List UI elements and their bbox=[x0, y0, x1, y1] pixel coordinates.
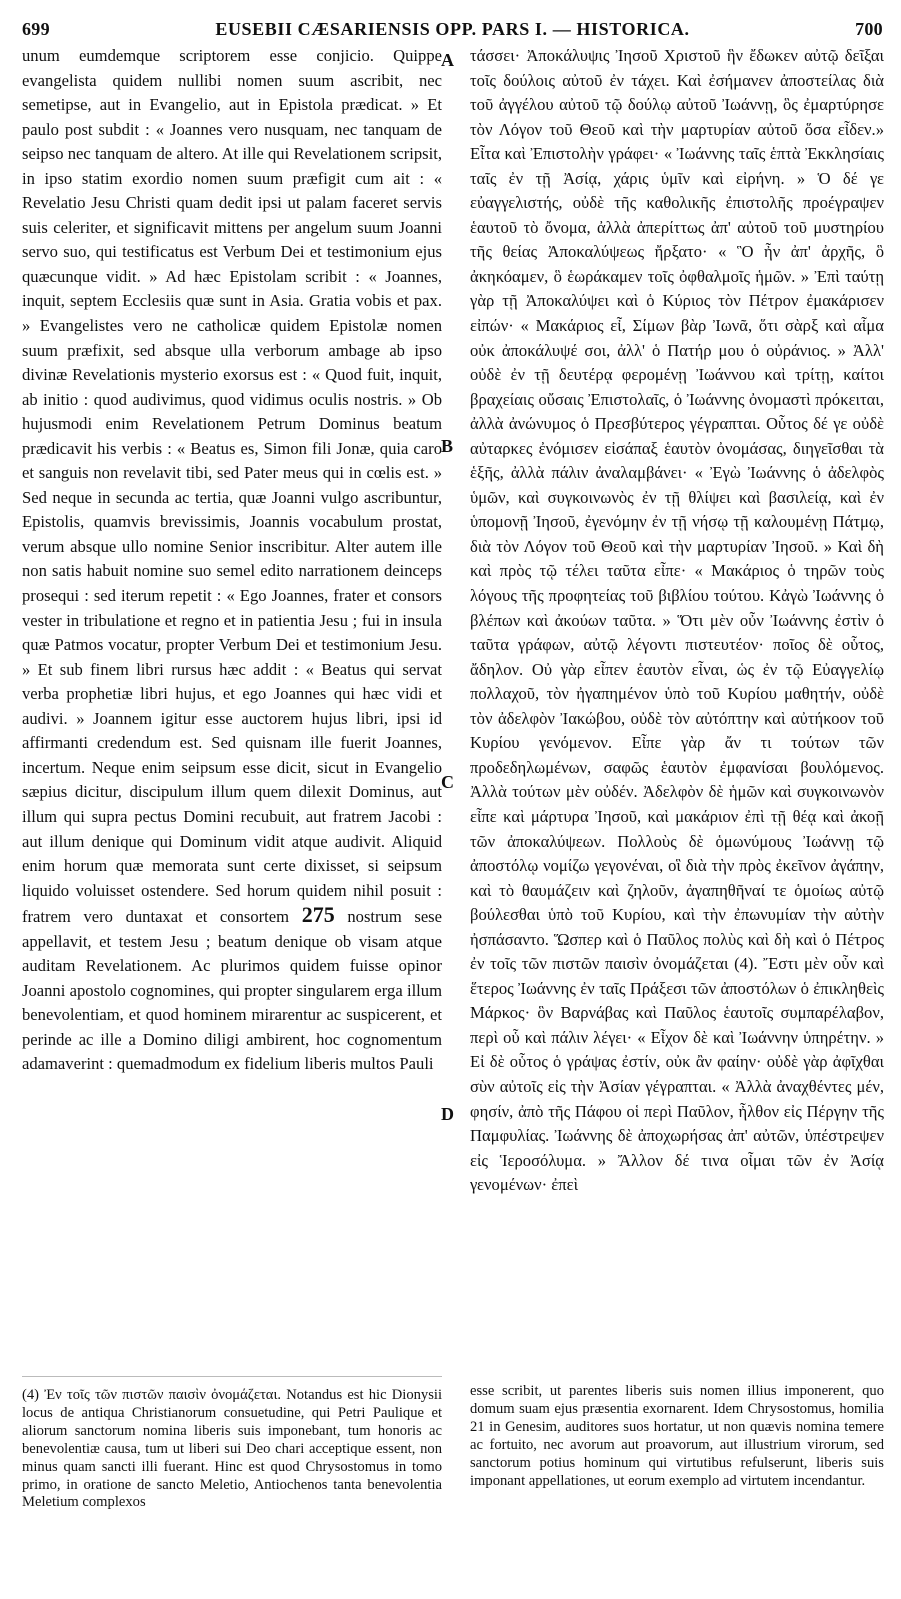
page-number-left: 699 bbox=[22, 19, 50, 39]
latin-paragraph bbox=[22, 44, 442, 1077]
section-marker-a: A bbox=[441, 50, 454, 70]
footnote: (4) Ἐν τοῖς τῶν πιστῶν παισὶν ὀνομάζεται. Notandus est hic Dionysii locus de antiqua Christianorum consuetudine, qui Petri Paulique et aliorum sanctorum nomina liberis suis imponebant, tum honoris ac benevolentiæ causa, tum ut liberi sui Deo chari acceptique essent, non minus quam sancti illi fuerant. Hinc est quod Chrysostomus in tomo primo, in oratione de sancto Meletio, Antiochenos tanta benevolentia Meletium complexos bbox=[22, 1387, 442, 1511]
running-header bbox=[22, 14, 883, 40]
footnote-rule bbox=[22, 1376, 442, 1377]
column-number: 275 bbox=[301, 902, 335, 928]
running-title: EUSEBII CÆSARIENSIS OPP. PARS I. — HISTORICA. bbox=[215, 19, 690, 39]
section-marker-c: C bbox=[441, 772, 454, 792]
latin-text: unum eumdemque scriptorem esse conjicio. Quippe evangelista quidem nullibi nomen suum ascribit, nec semetipse, aut in Evangelio, aut in Epistola prædicat. » Et paulo post subdit : « Joannes vero nusquam, nec tanquam de seipso nec tanquam de altero. At ille qui Revelationem scripsit, in ipso statim exordio nomen suum præfigit cum ait : « Revelatio Jesu Christi quam dedit ipsi ut palam faceret servis suis celeriter, et significavit mittens per angelum suum Joanni servo suo, qui testificatus est Verbum Dei et testimonium ejus quæcunque vidit. » Ad hæc Epistolam scribit : « Joannes, inquit, septem Ecclesiis quæ sunt in Asia. Gratia vobis et pax. » Evangelistes vero ne catholicæ quidem Epistolæ nomen suum præfixit, sed absque ulla verborum ambage ab ipso divinæ Revelationis mysterio exorsus est : « Quod fuit, inquit, ab initio : quod audivimus, quod vidimus oculis nostris. » Ob hujusmodi enim Revelationem Petrum Dominus beatum prædicavit his verbis : « Beatus es, Simon fili Jonæ, quia caro et sanguis non revelavit tibi, sed Pater meus qui in cœlis est. » Sed neque in secunda ac tertia, quæ Joanni vulgo ascribuntur, Epistolis, quamvis brevissimis, Joannis vocabulum prostat, verum absque ullo nomine Senior inscribitur. Alter autem ille non satis habuit nomine suo semel edito narrationem deinceps prosequi : sed iterum repetit : « Ego Joannes, frater et consors vester in tribulatione et regno et in patientia Jesu ; fui in insula quæ Patmos vocatur, propter Verbum Dei et testimonium Jesu. » Et sub finem libri rursus hæc addit : « Beatus qui servat verba prophetiæ libri hujus, et ego Joannes qui hæc vidi et audivi. » Joannem igitur esse auctorem hujus libri, ipsi id affirmanti credendum est. Sed quisnam ille fuerit Joannes, incertum. Neque enim seipsum esse dicit, sicut in Evangelio sæpius dicitur, discipulum illum quem dilexit Dominus, aut illum qui supra pectus Domini recubuit, aut fratrem Jacobi : aut illum denique qui Dominum vidit atque audivit. Aliquid enim horum quæ memorata sunt certe dixisset, si seipsum liquido voluisset ostendere. Sed horum quidem nihil posuit : fratrem vero duntaxat et consortem bbox=[22, 46, 442, 927]
greek-column bbox=[470, 44, 884, 1198]
footnote-continuation: esse scribit, ut parentes liberis suis nomen illius imponerent, quo domum suam ejus præsentia exornarent. Idem Chrysostomus, homilia 21 in Genesim, auditores suos hortatur, ut non quævis nomina temere ac fortuito, nec avorum aut proavorum, aut illustrium virorum, sed sanctorum potius hominum qui virtutibus refulserunt, liberis suis imponant appellationes, ut eorum exemplo ad virtutem incendantur. bbox=[470, 1383, 884, 1489]
latin-text-continued: nostrum sese appellavit, et testem Jesu ; beatum denique ob visam atque auditam Revelationem. Ac plurimos quidem fuisse opinor Joanni apostolo cognomines, qui propter singularem erga illum benevolentiam, et quod hominem mirarentur ac suspicerent, et perinde ac ille a Domino diligi ambirent, hoc cognomentum adamaverint : quemadmodum ex fidelium liberis multos Pauli bbox=[22, 907, 443, 1074]
page-number-right: 700 bbox=[855, 19, 883, 39]
section-marker-b: B bbox=[441, 436, 454, 456]
section-marker-d: D bbox=[441, 1104, 454, 1124]
latin-column bbox=[22, 44, 442, 1077]
greek-paragraph: τάσσει· Ἀποκάλυψις Ἰησοῦ Χριστοῦ ἣν ἔδωκεν αὐτῷ δεῖξαι τοῖς δούλοις αὐτοῦ ἐν τάχει. Καὶ ἐσήμανεν ἀποστείλας διὰ τοῦ ἀγγέλου αὐτοῦ τῷ δούλῳ αὐτοῦ Ἰωάννῃ, ὃς ἐμαρτύρησε τὸν Λόγον τοῦ Θεοῦ καὶ τὴν μαρτυρίαν αὐτοῦ ὅσα εἶδεν.» Εἶτα καὶ Ἐπιστολὴν γράφει· « Ἰωάννης ταῖς ἑπτὰ Ἐκκλησίαις ταῖς ἐν τῇ Ἀσίᾳ, χάρις ὑμῖν καὶ εἰρήνη. » Ὁ δέ γε εὐαγγελιστής, οὐδὲ τῆς καθολικῆς ἐπιστολῆς προέγραψεν ἑαυτοῦ τὸ ὄνομα, ἀλλὰ ἀπερίττως ἀπ' αὐτοῦ τοῦ μυστηρίου τῆς θείας Ἀποκαλύψεως ἤρξατο· « Ὃ ἦν ἀπ' ἀρχῆς, ὃ ἀκηκόαμεν, ὃ ἑωράκαμεν τοῖς ὀφθαλμοῖς ἡμῶν. » Ἐπὶ ταύτῃ γὰρ τῇ Ἀποκαλύψει καὶ ὁ Κύριος τὸν Πέτρον ἐμακάρισεν εἰπών· « Μακάριος εἶ, Σίμων βὰρ Ἰωνᾶ, ὅτι σὰρξ καὶ αἷμα οὐκ ἀποκάλυψέ σοι, ἀλλ' ὁ Πατήρ μου ὁ οὐράνιος. » Ἀλλ' οὐδὲ ἐν τῇ δευτέρᾳ φερομένῃ Ἰωάννου καὶ τρίτῃ, καίτοι βραχείαις οὔσαις Ἐπιστολαῖς, ὁ Ἰωάννης ὀνομαστὶ πρόκειται, ἀλλὰ ἀνώνυμος ὁ Πρεσβύτερος γέγραπται. Οὗτος δέ γε οὐδὲ αὐταρκες ἐνόμισεν εἰσάπαξ ἑαυτὸν ὀνομάσας, διηγεῖσθαι τὰ ἑξῆς, ἀλλὰ πάλιν ἀναλαμβάνει· « Ἐγὼ Ἰωάννης ὁ ἀδελφὸς ὑμῶν, καὶ συγκοινωνὸς ἐν τῇ θλίψει καὶ βασιλείᾳ, καὶ ἐν ὑπομονῇ Ἰησοῦ, ἐγενόμην ἐν τῇ νήσῳ τῇ καλουμένῃ Πάτμῳ, διὰ τὸν Λόγον τοῦ Θεοῦ καὶ τὴν μαρτυρίαν Ἰησοῦ. » Καὶ δὴ καὶ πρὸς τῷ τέλει ταῦτα εἶπε· « Μακάριος ὁ τηρῶν τοὺς λόγους τῆς προφητείας τοῦ βιβλίου τούτου. Κἀγὼ Ἰωάννης ὁ βλέπων καὶ ἀκούων ταῦτα. » Ὅτι μὲν οὖν Ἰωάννης ἐστὶν ὁ ταῦτα γράφων, αὐτῷ λέγοντι πιστευτέον· ποῖος δὲ οὗτος, ἄδηλον. Οὐ γὰρ εἶπεν ἑαυτὸν εἶναι, ὡς ἐν τῷ Εὐαγγελίῳ πολλαχοῦ, τὸν ἠγαπημένον ὑπὸ τοῦ Κυρίου μαθητήν, οὐδὲ τὸν ἀδελφὸν Ἰακώβου, οὐδὲ τὸν αὐτόπτην καὶ αὐτήκοον τοῦ Κυρίου γενόμενον. Εἶπε γὰρ ἄν τι τούτων τῶν προδεδηλωμένων, σαφῶς ἑαυτὸν ἐμφανίσαι βουλόμενος. Ἀλλὰ τούτων μὲν οὐδέν. Ἀδελφὸν δὲ ἡμῶν καὶ συγκοινωνὸν εἶπε καὶ μάρτυρα Ἰησοῦ, καὶ μακάριον ἐπὶ τῇ θέᾳ καὶ ἀκοῇ τῶν ἀποκαλύψεων. Πολλοὺς δὲ ὁμωνύμους Ἰωάννῃ τῷ ἀποστόλῳ νομίζω γεγονέναι, οἳ διὰ τὴν πρὸς ἐκεῖνον ἀγάπην, καὶ τὸ θαυμάζειν καὶ ζηλοῦν, ἀγαπηθῆναί τε ὁμοίως αὐτῷ βούλεσθαι ὑπὸ τοῦ Κυρίου, καὶ τὴν ἐπωνυμίαν τὴν αὐτὴν ἠσπάσαντο. Ὥσπερ καὶ ὁ Παῦλος πολὺς καὶ δὴ καὶ ὁ Πέτρος ἐν τοῖς τῶν πιστῶν παισὶν ὀνομάζεται (4). Ἔστι μὲν οὖν καὶ ἕτερος Ἰωάννης ἐν ταῖς Πράξεσι τῶν ἀποστόλων ὁ ἐπικληθεὶς Μάρκος· ὃν Βαρνάβας καὶ Παῦλος ἑαυτοῖς συμπαρέλαβον, περὶ οὗ καὶ πάλιν λέγει· « Εἶχον δὲ καὶ Ἰωάννην ὑπηρέτην. » Εἰ δὲ οὗτος ὁ γράψας ἐστίν, οὐκ ἂν φαίην· οὐδὲ γὰρ ἀφῖχθαι σὺν αὐτοῖς εἰς τὴν Ἀσίαν γέγραπται. « Ἀλλὰ ἀναχθέντες μέν, φησίν, ἀπὸ τῆς Πάφου οἱ περὶ Παῦλον, ἦλθον εἰς Πέργην τῆς Παμφυλίας. Ἰωάννης δὲ ἀποχωρήσας ἀπ' αὐτῶν, ὑπέστρεψεν εἰς Ἱεροσόλυμα. » Ἄλλον δέ τινα οἶμαι τῶν ἐν Ἀσίᾳ γενομένων· ἐπεὶ bbox=[470, 46, 884, 1195]
